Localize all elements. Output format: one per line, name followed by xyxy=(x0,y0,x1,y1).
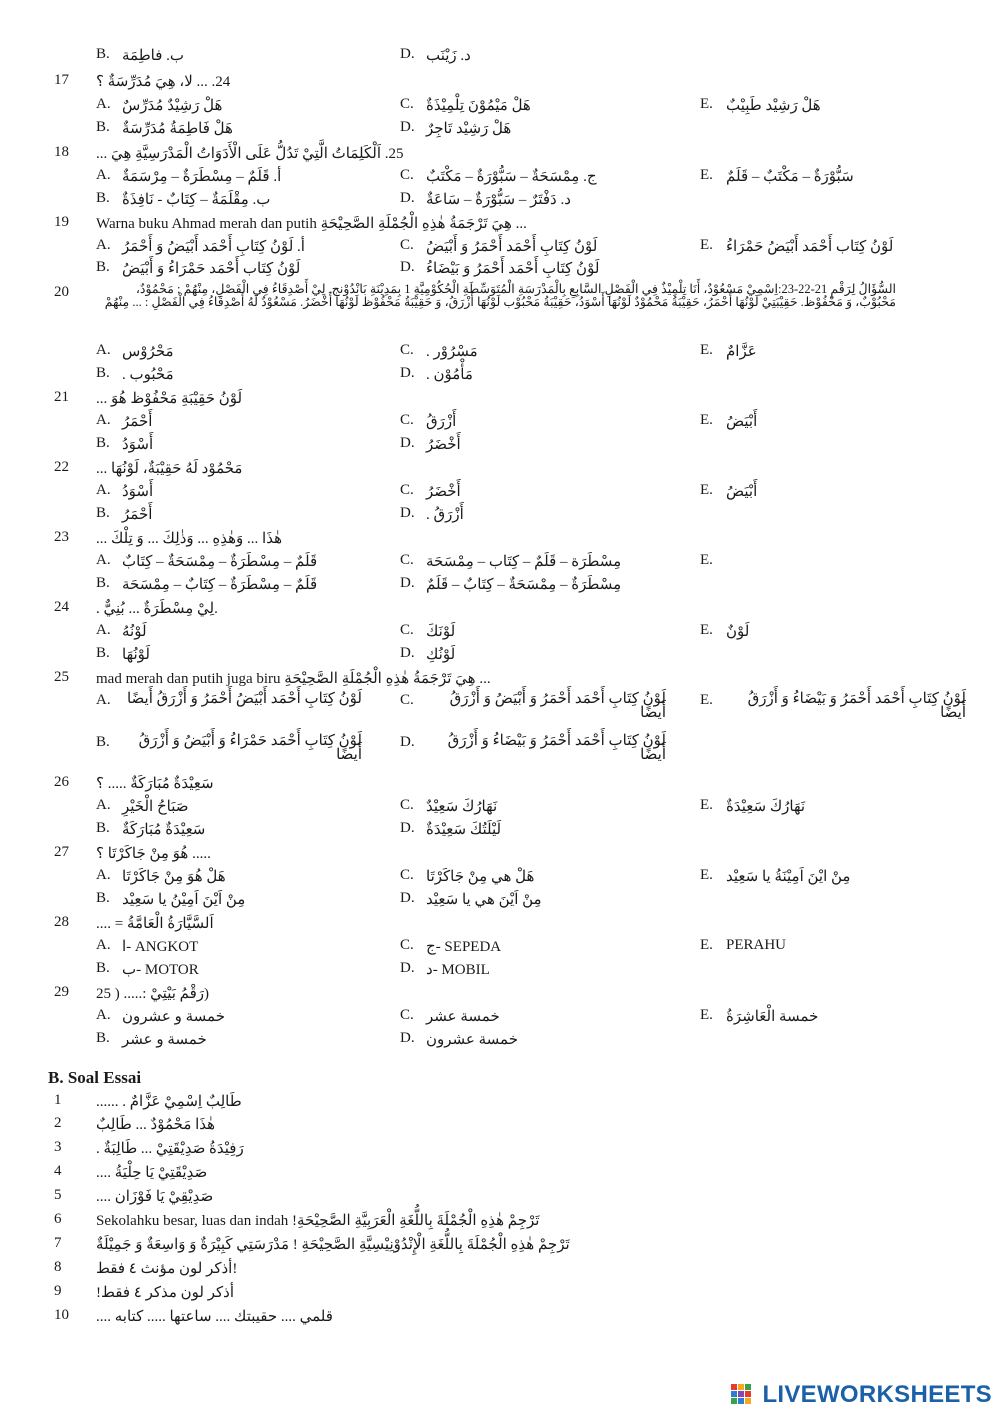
essay-question: طَالِبٌ اِسْمِيْ عَزَّامٌ . ...... xyxy=(96,1094,242,1110)
option-a[interactable] xyxy=(96,96,222,115)
option-e[interactable] xyxy=(700,692,966,720)
option-text: د. زَيْنَب xyxy=(426,48,471,64)
option-text: لَوْنُكِ xyxy=(426,647,456,663)
option-text: مَحْرُوْس xyxy=(122,344,174,360)
essay-question: قلمي .... حقيبتك .... ساعتها ..... كتابه .... xyxy=(96,1309,333,1325)
option-letter: D. xyxy=(400,365,415,381)
option-letter: D. xyxy=(400,734,415,750)
option-text: صَبَاحُ الْخَيْرِ xyxy=(122,799,189,815)
option-letter: C. xyxy=(400,937,414,953)
option-letter: A. xyxy=(96,692,111,708)
option-a[interactable] xyxy=(96,552,317,571)
option-letter: A. xyxy=(96,1007,111,1023)
option-c[interactable] xyxy=(400,237,597,256)
option-c[interactable] xyxy=(400,622,455,641)
essay-number: 10 xyxy=(54,1307,69,1323)
option-letter: E. xyxy=(700,412,713,428)
option-text: أَزْرَقُ . xyxy=(426,507,464,523)
question-text: .لِيْ مِسْطَرَةٌ ... بُنِيٌّ . xyxy=(96,601,218,617)
essay-question: صَدِيْقِيْ يَا فَوْزَان .... xyxy=(96,1189,214,1205)
option-text: ج. مِمْسَحَةٌ – سَبُّوْرَةٌ – مَكْتَبٌ xyxy=(426,169,597,185)
option-a[interactable] xyxy=(96,237,305,256)
option-b[interactable] xyxy=(96,190,270,209)
option-letter: B. xyxy=(96,435,110,451)
option-text: هَلْ رَشِيْدٌ مُدَرِّسٌ xyxy=(122,98,223,114)
option-letter: D. xyxy=(400,259,415,275)
question-text: لَوْنُ حَقِيْبَةِ مَحْفُوْظ هُوَ ... xyxy=(96,391,243,407)
option-text: PERAHU xyxy=(726,937,787,953)
option-e[interactable] xyxy=(700,552,726,569)
option-letter: A. xyxy=(96,412,111,428)
option-letter: B. xyxy=(96,820,110,836)
option-text: د. دَفْتَرٌ – سَبُّوْرَةٌ – سَاعَةٌ xyxy=(426,192,571,208)
essay-number: 8 xyxy=(54,1259,62,1275)
option-letter: C. xyxy=(400,342,414,358)
option-b[interactable] xyxy=(96,365,174,384)
essay-question: أذكر لون مذكر ٤ فقط! xyxy=(96,1285,234,1301)
option-text: ا- ANGKOT xyxy=(122,939,199,955)
option-text: مِنْ ايْنَ اَمِيْنَةُ يا سَعِيْد xyxy=(726,869,851,885)
option-a[interactable] xyxy=(96,867,226,886)
option-c[interactable] xyxy=(400,1007,500,1026)
option-text: خمسة الْعَاشِرَةُ xyxy=(726,1009,819,1025)
option-letter: D. xyxy=(400,575,415,591)
option-text: هَلْ هُوَ مِنْ جَاكَرْتَا xyxy=(122,869,226,885)
option-letter: B. xyxy=(96,365,110,381)
option-b[interactable] xyxy=(96,890,245,909)
option-letter: D. xyxy=(400,435,415,451)
option-e[interactable] xyxy=(700,937,786,954)
option-text: خمسة و عشرون xyxy=(122,1009,225,1025)
question-number: 24 xyxy=(54,599,69,615)
question-number: 25 xyxy=(54,669,69,685)
option-letter: D. xyxy=(400,190,415,206)
option-letter: D. xyxy=(400,1030,415,1046)
question-text: مَحْمُوْد لَهُ حَقِيْبَةٌ، لَوْنُهَا ... xyxy=(96,461,243,477)
option-c[interactable] xyxy=(400,797,497,816)
option-letter: B. xyxy=(96,505,110,521)
question-number: 22 xyxy=(54,459,69,475)
option-b[interactable] xyxy=(96,575,317,594)
option-text: مِنْ اَيْنَ اَمِيْنُ يا سَعِيْد xyxy=(122,892,246,908)
option-text: أَسْوَدُ xyxy=(122,437,154,453)
option-letter: B. xyxy=(96,1030,110,1046)
option-c[interactable] xyxy=(400,96,531,115)
option-e[interactable] xyxy=(700,482,757,501)
option-d[interactable] xyxy=(400,575,621,594)
option-a[interactable] xyxy=(96,167,281,186)
option-letter: E. xyxy=(700,1007,713,1023)
option-letter: A. xyxy=(96,937,111,953)
option-d[interactable] xyxy=(400,1030,518,1049)
option-text: لَوْنُ كِتَابِ أَحْمَد حَمْرَاءُ وَ أَبْيَضُ وَ أَزْرَقُ أَيضًا xyxy=(138,733,362,763)
option-d[interactable] xyxy=(400,820,501,839)
question-text: اَلسَّيَّارَةُ الْعَامَّةُ = .... xyxy=(96,916,214,932)
option-d[interactable] xyxy=(400,119,511,138)
question-text: mad merah dan putih juga biru هِيَ تَرْجَمَةُ هٰذِهِ الْجُمْلَةِ الصَّحِيْحَةِ ... xyxy=(96,671,491,687)
option-text: لَوْنُ كِتَابِ أَحْمَد أَحْمَرُ وَ أَبْيَضُ xyxy=(426,239,598,255)
option-text: ب- MOTOR xyxy=(122,962,199,978)
question-number: 26 xyxy=(54,774,69,790)
option-letter: B. xyxy=(96,890,110,906)
question-number: 29 xyxy=(54,984,69,1000)
option-text: لَوْنُهُ xyxy=(122,624,147,640)
option-text: أَخْضَرُ xyxy=(426,484,461,500)
option-e[interactable] xyxy=(700,342,757,361)
option-letter: A. xyxy=(96,96,111,112)
option-letter: D. xyxy=(400,820,415,836)
question-text: 24. ... لا، هِيَ مُدَرِّسَةٌ ؟ xyxy=(96,74,231,90)
option-text: لَوْنُ كِتَابِ أَحْمَد أَحْمَرُ وَ بَيْضَاءُ وَ أَزْرَقُ أَيضًا xyxy=(447,733,666,763)
essay-question: رَفِيْدَةُ صَدِيْقَتِيْ ... طَالِبَةٌ . xyxy=(96,1141,244,1157)
question-number: 28 xyxy=(54,914,69,930)
option-letter: A. xyxy=(96,797,111,813)
option-letter: A. xyxy=(96,867,111,883)
option-e[interactable] xyxy=(700,797,805,816)
option-b[interactable] xyxy=(96,820,205,839)
option-letter: A. xyxy=(96,167,111,183)
option-c[interactable] xyxy=(400,867,534,886)
option-text: هَلْ فَاطِمَةُ مُدَرِّسَةٌ xyxy=(122,121,233,137)
option-letter: C. xyxy=(400,622,414,638)
option-letter: D. xyxy=(400,960,415,976)
option-text: مَأْمُوْن . xyxy=(426,367,473,383)
option-letter: E. xyxy=(700,342,713,358)
option-text: سَبُّوْرَةٌ – مَكْتَبٌ – قَلَمٌ xyxy=(726,169,854,185)
option-letter: D. xyxy=(400,505,415,521)
option-letter: C. xyxy=(400,237,414,253)
option-text: ب. فاطِمَة xyxy=(122,48,185,64)
option-text: خمسة و عشر xyxy=(122,1032,207,1048)
option-text: مِسْطَرَةٌ – مِمْسَحَةٌ – كِتَابٌ – قَلَمٌ xyxy=(426,577,622,593)
option-c[interactable] xyxy=(400,342,478,361)
option-b[interactable] xyxy=(96,119,233,138)
essay-question: Sekolahku besar, luas dan indah !تَرْجِمْ هٰذِهِ الْجُمْلَةَ بِاللُّغَةِ الْعَرَبِيَّةِ الصَّحِيْحَةِ xyxy=(96,1213,540,1229)
option-d[interactable] xyxy=(400,734,666,762)
option-letter: C. xyxy=(400,167,414,183)
option-letter: C. xyxy=(400,412,414,428)
essay-question: صَدِيْقَتِيْ يَا حِلْيَةُ .... xyxy=(96,1165,208,1181)
option-text: هَلْ هي مِنْ جَاكَرْتَا xyxy=(426,869,535,885)
option-letter: C. xyxy=(400,1007,414,1023)
option-letter: A. xyxy=(96,342,111,358)
option-text: لَوْنُ كِتَاب أَحْمَد حَمْرَاءُ وَ أَبْيَضُ xyxy=(122,261,301,277)
option-e[interactable] xyxy=(700,867,850,886)
essay-question: !أذكر لون مؤنث ٤ فقط xyxy=(96,1261,238,1277)
option-b[interactable] xyxy=(96,960,199,979)
option-text: لَوْنُهَا xyxy=(122,647,150,663)
option-b[interactable] xyxy=(96,259,300,278)
option-c[interactable] xyxy=(400,552,621,571)
option-text: مَحْبُوب . xyxy=(122,367,174,383)
essay-question: تَرْجِمْ هٰذِهِ الْجُمْلَةَ بِاللُّغَةِ الْإِنْدُوْنِيْسِيَّةِ الصَّحِيْحَةِ ! مَدْرَسَتِي كَبِيْرَةٌ وَ وَاسِعَةٌ وَ جَمِيْلَةٌ xyxy=(96,1237,570,1253)
option-text: خمسة عشرون xyxy=(426,1032,518,1048)
option-text: ب. مِقْلَمَةٌ – كِتَابٌ - نَافِذَةٌ xyxy=(122,192,271,208)
option-letter: B. xyxy=(96,734,110,750)
option-text: هَلْ رَشِيْد تَاجِرٌ xyxy=(426,121,512,137)
option-letter: C. xyxy=(400,797,414,813)
option-letter: C. xyxy=(400,552,414,568)
option-letter: E. xyxy=(700,622,713,638)
option-e[interactable] xyxy=(700,622,749,641)
option-letter: B. xyxy=(96,119,110,135)
option-b[interactable] xyxy=(96,435,153,454)
question-number: 21 xyxy=(54,389,69,405)
option-b[interactable] xyxy=(96,645,150,664)
option-text: أَبْيَضُ xyxy=(726,414,758,430)
option-text: لَوْنُ كِتَابِ أَحْمَد أَحْمَرُ وَ أَبْيَضُ وَ أَزْرَقُ أَيضًا xyxy=(449,691,666,721)
option-a[interactable] xyxy=(96,342,174,361)
option-letter: E. xyxy=(700,237,713,253)
option-b[interactable] xyxy=(96,1030,207,1049)
option-letter: E. xyxy=(700,482,713,498)
question-text: سَعِيْدَةٌ مُبَارَكَةٌ ..... ؟ xyxy=(96,776,214,792)
option-d[interactable] xyxy=(400,645,455,664)
option-c[interactable] xyxy=(400,692,666,720)
option-text: مِسْطَرَة – قَلَمٌ – كِتَاب – مِمْسَحَة xyxy=(426,554,622,570)
option-text: قَلَمٌ – مِسْطَرَةٌ – مِمْسَحَةٌ – كِتَابٌ xyxy=(122,554,318,570)
option-text: قَلَمٌ – مِسْطَرَةٌ – كِتَابٌ – مِمْسَحَة xyxy=(122,577,318,593)
option-letter: B. xyxy=(96,960,110,976)
option-c[interactable] xyxy=(400,412,456,431)
liveworksheets-logo[interactable] xyxy=(731,1381,992,1409)
option-d[interactable] xyxy=(400,435,461,454)
option-e[interactable] xyxy=(700,412,757,431)
option-e[interactable] xyxy=(700,167,854,186)
option-text: نَهَارُكَ سَعِيْدَةٌ xyxy=(726,799,806,815)
option-text: عَزَّامٌ xyxy=(726,344,757,360)
option-a[interactable] xyxy=(96,937,198,956)
option-a[interactable] xyxy=(96,1007,225,1026)
option-text: لَيْلَتُكَ سَعِيْدَةٌ xyxy=(426,822,502,838)
brand-name: LIVEWORKSHEETS xyxy=(762,1381,992,1408)
option-text: ج- SEPEDA xyxy=(426,939,502,955)
option-letter: B. xyxy=(96,46,110,62)
question-number: 23 xyxy=(54,529,69,545)
option-text: لَوْنَكَ xyxy=(426,624,456,640)
option-letter: E. xyxy=(700,167,713,183)
option-text: أَسْوَدُ xyxy=(122,484,154,500)
option-letter: E. xyxy=(700,867,713,883)
option-text: هَلْ مَيْمُوْنَ تِلْمِيْذَةٌ xyxy=(426,98,531,114)
question-number: 27 xyxy=(54,844,69,860)
option-text: أ. قَلَمٌ – مِسْطَرَةٌ – مِرْسَمَةٌ xyxy=(122,169,282,185)
option-e[interactable] xyxy=(700,96,821,115)
option-text: أَبْيَضُ xyxy=(726,484,758,500)
option-b[interactable] xyxy=(96,505,152,524)
essay-number: 3 xyxy=(54,1139,62,1155)
option-text: أ. لَوْنُ كِتَابِ أَحْمَد أَبْيَضُ وَ أَحْمَرُ xyxy=(122,239,305,255)
option-letter: A. xyxy=(96,552,111,568)
option-d[interactable] xyxy=(400,259,599,278)
option-e[interactable] xyxy=(700,1007,818,1026)
question-text: ..... هُوَ مِنْ جَاكَرْتَا ؟ xyxy=(96,846,211,862)
option-e[interactable] xyxy=(700,237,893,256)
option-a[interactable] xyxy=(96,797,189,816)
question-text: Warna buku Ahmad merah dan putih هِيَ تَرْجَمَةُ هٰذِهِ الْجُمْلَةِ الصَّحِيْحَةِ ... xyxy=(96,216,527,232)
essay-number: 7 xyxy=(54,1235,62,1251)
option-letter: B. xyxy=(96,575,110,591)
option-c[interactable] xyxy=(400,937,501,956)
option-a[interactable] xyxy=(96,412,152,431)
option-d[interactable] xyxy=(400,890,542,909)
question-text: (رَقْمُ بَيْتِيْ :..... ( 25 xyxy=(96,986,210,1002)
option-text: خمسة عشر xyxy=(426,1009,500,1025)
reading-passage: السُّؤَالُ لِرَقْمِ 21-22-23:اِسْمِيْ مَسْعُوْدٌ، أَنَا تِلْمِيْذٌ فِي الْفَصْلِ السَّابِعِ بِالْمَدْرَسَةِ الْمُتَوَسِّطَةِ الْحُكُوْمِيَّةِ 1 بِمَدِيْنَةِ بَانْدُوْنج. لِيْ أَصْدِقَاءُ فِي الْفَصْلِ، مِنْهُمْ : مَحْمُوْدٌ، مَحْبُوْبٌ، وَ مَحْفُوْظ. حَقِيْبَتِيْ لَوْنُهَا أَحْمَرُ، حَقِيْبَةُ مَحْمُوْدٌ لَوْنُهَا أَسْوَدُ، حَقِيْبَةُ مَحْبُوْب لَوْنُهَا أَزْرَقُ، وَ حَقِيْبَةُ مَحْفُوْظ لَوْنُهَا أَخْضَرُ. مَسْعُوْدٌ لَهُ أَصْدِقَاءُ فِي الْفَصْلِ : ... مِنْهُمْ xyxy=(104,282,896,309)
essay-question: هٰذَا مَحْمُوْدٌ ... طَالِبٌ xyxy=(96,1117,216,1133)
option-letter: C. xyxy=(400,482,414,498)
option-letter: E. xyxy=(700,692,713,708)
option-text: سَعِيْدَةٌ مُبَارَكَةٌ xyxy=(122,822,206,838)
section-title: B. Soal Essai xyxy=(48,1068,142,1087)
option-letter: A. xyxy=(96,237,111,253)
option-letter: E. xyxy=(700,937,713,953)
essay-number: 6 xyxy=(54,1211,62,1227)
option-letter: D. xyxy=(400,119,415,135)
question-text: 25. اَلْكَلِمَاتُ الَّتِيْ تَدُلُّ عَلَى الْأَدَوَاتُ الْمَدْرَسِيَّةِ هِيَ ... xyxy=(96,146,404,162)
option-c[interactable] xyxy=(400,482,461,501)
option-d[interactable] xyxy=(400,365,473,384)
essay-number: 5 xyxy=(54,1187,62,1203)
option-text: مَسْرُوْر . xyxy=(426,344,478,360)
option-d[interactable] xyxy=(400,190,571,209)
option-text: أَحْمَرُ xyxy=(122,507,153,523)
option-text: د- MOBIL xyxy=(426,962,490,978)
option-letter: A. xyxy=(96,482,111,498)
option-text: هَلْ رَشِيْد طَبِيْبٌ xyxy=(726,98,821,114)
option-text: لَوْنُ كِتَابِ أَحْمَد أَبْيَضُ أَحْمَرُ وَ أَزْرَقُ أَيضًا xyxy=(126,691,362,707)
option-text: لَوْنُ كِتَاب أَحْمَد أَبْيَضُ حَمْرَاءُ xyxy=(726,239,894,255)
option-letter: E. xyxy=(700,552,713,568)
option-letter: B. xyxy=(96,259,110,275)
option-text: لَوْنٌ xyxy=(726,624,750,640)
essay-number: 9 xyxy=(54,1283,62,1299)
option-letter: E. xyxy=(700,96,713,112)
option-letter: D. xyxy=(400,890,415,906)
option-letter: D. xyxy=(400,46,415,62)
option-b[interactable] xyxy=(96,46,184,65)
option-letter: E. xyxy=(700,797,713,813)
essay-number: 2 xyxy=(54,1115,62,1131)
option-a[interactable] xyxy=(96,482,153,501)
question-number: 19 xyxy=(54,214,69,230)
option-a[interactable] xyxy=(96,622,147,641)
option-letter: B. xyxy=(96,190,110,206)
option-text: أَخْضَرُ xyxy=(426,437,461,453)
essay-number: 4 xyxy=(54,1163,62,1179)
question-number: 20 xyxy=(54,284,69,300)
liveworksheets-icon xyxy=(731,1384,759,1406)
option-d[interactable] xyxy=(400,46,471,65)
option-letter: C. xyxy=(400,692,414,708)
option-text: أَحْمَرُ xyxy=(122,414,153,430)
option-d[interactable] xyxy=(400,505,464,524)
option-text: نَهَارُكَ سَعِيْدٌ xyxy=(426,799,498,815)
option-a[interactable] xyxy=(96,692,362,709)
option-text: مِنْ اَيْنَ هي يا سَعِيْد xyxy=(426,892,542,908)
option-text: لَوْنُ كِتَابِ أَحْمَد أَحْمَرُ وَ بَيْضَاءُ وَ أَزْرَقُ أَيضًا xyxy=(747,691,966,721)
option-letter: D. xyxy=(400,645,415,661)
option-d[interactable] xyxy=(400,960,490,979)
option-text: لَوْنُ كِتَابِ أَحْمَد أَحْمَرُ وَ بَيْضَاءُ xyxy=(426,261,600,277)
option-c[interactable] xyxy=(400,167,597,186)
essay-number: 1 xyxy=(54,1092,62,1108)
option-letter: A. xyxy=(96,622,111,638)
question-number: 17 xyxy=(54,72,69,88)
option-text: أَزْرَقُ xyxy=(426,414,457,430)
option-letter: C. xyxy=(400,867,414,883)
question-text: هٰذَا ... وَهٰذِهِ ... وَذٰلِكَ ... وَ تِلْكَ ... xyxy=(96,531,282,547)
option-letter: B. xyxy=(96,645,110,661)
option-b[interactable] xyxy=(96,734,362,762)
question-number: 18 xyxy=(54,144,69,160)
option-letter: C. xyxy=(400,96,414,112)
